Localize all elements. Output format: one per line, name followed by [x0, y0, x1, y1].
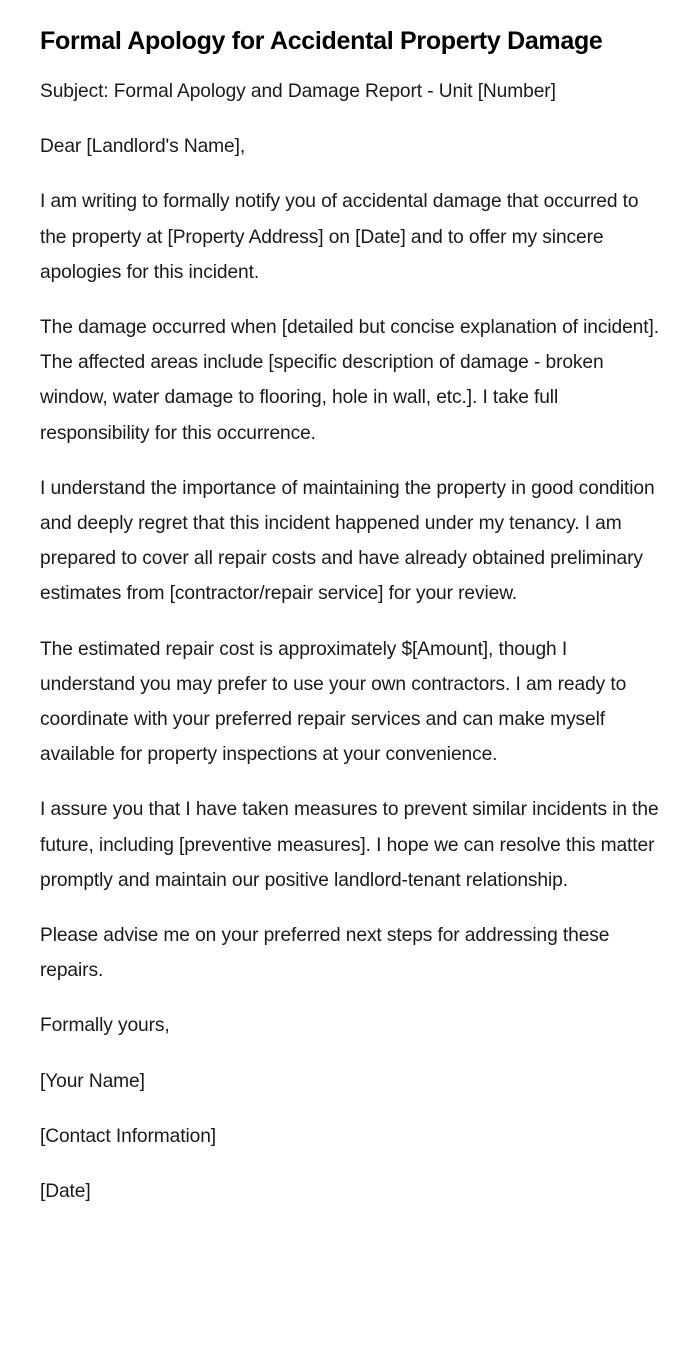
document-title: Formal Apology for Accidental Property Damage	[40, 27, 603, 55]
signature-name: [Your Name]	[40, 1070, 145, 1092]
signature-date: [Date]	[40, 1181, 91, 1203]
body-paragraph-responsibility: I understand the importance of maintaining the property in good condition and deeply regret that this incident happened under my tenancy. I am prepared to cover all repair costs and have already obtained preliminary estimates from [contractor/repair service] for your review.	[40, 477, 655, 605]
body-paragraph-intro: I am writing to formally notify you of accidental damage that occurred to the property at [Property Address] on [Date] and to offer my sincere apologies for this incident.	[40, 191, 639, 283]
subject-line: Subject: Formal Apology and Damage Report - Unit [Number]	[40, 81, 556, 102]
body-paragraph-next-steps: Please advise me on your preferred next steps for addressing these repairs.	[40, 925, 610, 982]
body-paragraph-damage: The damage occurred when [detailed but concise explanation of incident]. The affected areas include [specific description of damage - broken window, water damage to flooring, hole in wall, etc.]. I take full responsibility for this occurrence.	[40, 317, 659, 444]
closing: Formally yours,	[40, 1015, 170, 1037]
salutation: Dear [Landlord's Name],	[40, 136, 246, 158]
body-paragraph-prevention: I assure you that I have taken measures to prevent similar incidents in the future, including [preventive measures]. I hope we can resolve this matter promptly and maintain our positive landlord-tenant relationship.	[40, 799, 659, 891]
body-paragraph-cost: The estimated repair cost is approximately $[Amount], though I understand you may prefer to use your own contractors. I am ready to coordinate with your preferred repair services and can make myself available for property inspections at your convenience.	[40, 638, 627, 766]
signature-contact: [Contact Information]	[40, 1125, 217, 1147]
